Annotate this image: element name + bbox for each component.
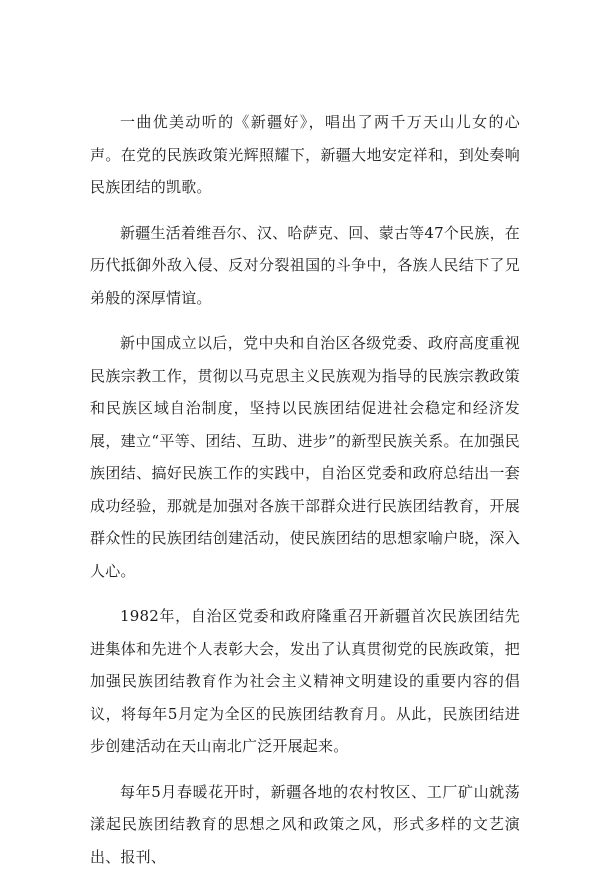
paragraph: 一曲优美动听的《新疆好》，唱出了两千万天山儿女的心声。在党的民族政策光辉照耀下，新疆大地安定祥和，到处奏响民族团结的凯歌。 [90,113,520,196]
paragraph: 新疆生活着维吾尔、汉、哈萨克、回、蒙古等47个民族，在历代抵御外敌入侵、反对分裂祖国的斗争中，各族人民结下了兄弟般的深厚情谊。 [90,223,520,307]
article-body [90,106,520,886]
paragraph: 每年5月春暖花开时，新疆各地的农村牧区、工厂矿山就荡漾起民族团结教育的思想之风和政策之风，形式多样的文艺演出、报刊、 [90,782,520,866]
paragraph: 1982年，自治区党委和政府隆重召开新疆首次民族团结先进集体和先进个人表彰大会，发出了认真贯彻党的民族政策，把加强民族团结教育作为社会主义精神文明建设的重要内容的倡议，将每年5月定为全区的民族团结教育月。从此，民族团结进步创建活动在天山南北广泛开展起来。 [90,607,520,755]
paragraph: 新中国成立以后，党中央和自治区各级党委、政府高度重视民族宗教工作，贯彻以马克思主义民族观为指导的民族宗教政策和民族区域自治制度，坚持以民族团结促进社会稳定和经济发展，建立“平等、团结、互助、进步”的新型民族关系。在加强民族团结、搞好民族工作的实践中，自治区党委和政府总结出一套成功经验，那就是加强对各族干部群众进行民族团结教育，开展群众性的民族团结创建活动，使民族团结的思想家喻户晓，深入人心。 [90,334,520,580]
